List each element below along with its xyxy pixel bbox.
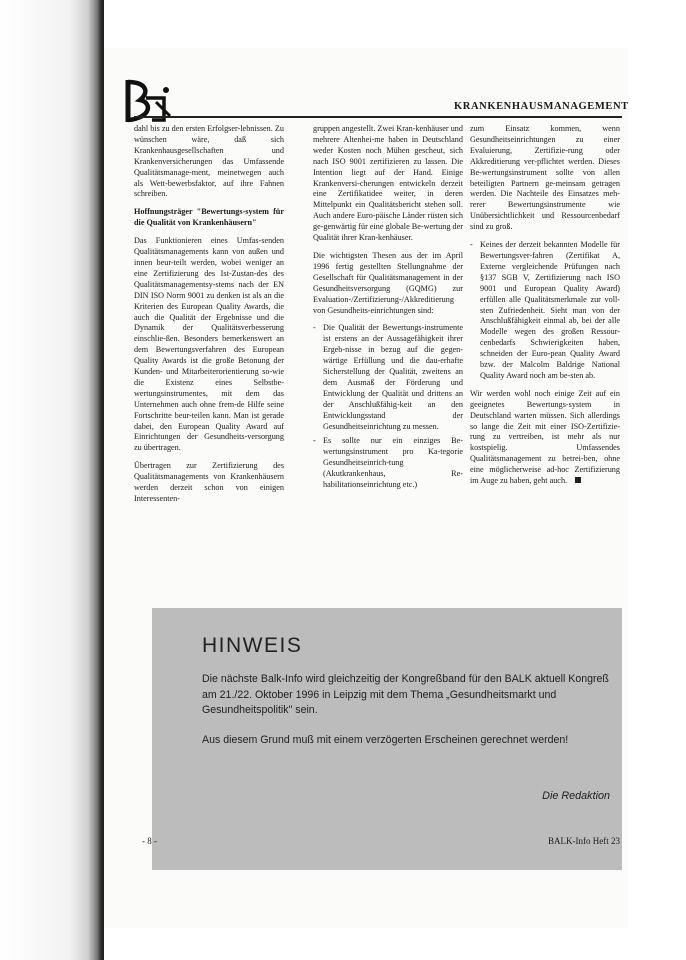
thesis-list [313, 323, 463, 491]
list-item: - Keines der derzeit bekannten Modelle für Bewertungsver-fahren (Zertifikat A, Externe vergleichende Prüfungen nach §137 SGB V, Zertifizierung nach ISO 9001 und European Quality Award) erfüllen alle Qualitätsmerkmale zur voll-sten Zufriedenheit. Sieht man von der Anschlußfähigkeit einmal ab, bei der alle Modelle wegen des großen Ressour-cenbedarfs Schwierigkeiten haben, schneiden der Euro-pean Quality Award bzw. der Malcolm Baldrige National Quality Award noch am be-sten ab. [470, 240, 620, 382]
paragraph: zum Einsatz kommen, wenn Gesundheitseinrichtungen zu einer Evaluierung, Zertifizie-rung oder Akkreditierung ver-pflichtet werden. Dieses Be-wertungsinstrument sollte von allen beteiligten Partnern ge-meinsam getragen werden. Die Nachteile des Einsatzes meh-rerer Bewertungsinstrumente wie Unübersichtlichkeit und Ressourcenbedarf sind zu groß. [470, 124, 620, 232]
paragraph: dahl bis zu den ersten Erfolgser-lebnissen. Zu wünschen wäre, daß sich Krankenhausgesellschaften und Krankenversicherungen das Umfassende Qualitätsmanage-ment, meinetwegen auch als Wett-bewerbsfaktor, auf ihre Fahnen schreiben. [134, 124, 284, 199]
section-title: KRANKENHAUSMANAGEMENT [454, 101, 629, 112]
end-of-article-mark [575, 477, 581, 483]
notice-signature: Die Redaktion [542, 790, 610, 802]
closing-text: Wir werden wohl noch einige Zeit auf ein geeignetes Bewertungs-system in Deutschland warten müssen. Sich allerdings so lange die Zeit mit einer ISO-Zertifizie-rung zu vertreiben, ist mehr als nur kostspielig. Umfassendes Qualitätsmanagement zu betrei-ben, ohne eine möglicherweise ad-hoc Zertifizierung im Auge zu haben, geht auch. [470, 388, 620, 486]
text-column-3 [470, 124, 620, 494]
notice-box [152, 608, 622, 870]
paragraph: gruppen angestellt. Zwei Kran-kenhäuser und mehrere Altenhei-me haben in Deutschland weder Kosten noch Mühen gescheut, sich nach ISO 9001 zertifizieren zu lassen. Die Intention liegt auf der Hand. Einige Krankenversi-cherungen entwickeln derzeit eine Zertifikatidee weiter, in deren Mittelpunkt ein Qualitätsbericht stehen soll. Auch andere Euro-päische Länder rüsten sich ge-genwärtig für eine globale Be-wertung der Qualität ihrer Kran-kenhäuser. [313, 124, 463, 243]
text-column-2 [313, 124, 463, 498]
page [104, 48, 628, 928]
list-item: - Die Qualität der Bewertungs-instrumente ist erstens an der Aussagefähigkeit ihrer Ergeb-nisse in bezug auf die gegen-wärtige Erfüllung und die dau-erhafte Sicherstellung der Qualität, zweitens an dem Ausmaß der Förderung und Entwicklung der Qualität und drittens an der Anschlußfähig-keit an den Entwicklungsstand der Gesundheitseinrichtung zu messen. [313, 323, 463, 432]
text-column-1 [134, 124, 284, 512]
paragraph [470, 389, 620, 487]
header-rule [134, 116, 622, 118]
scan-shadow [0, 0, 104, 960]
balk-logo-icon [122, 76, 174, 126]
notice-paragraph: Die nächste Balk-Info wird gleichzeitig der Kongreßband für den BALK aktuell Kongreß am 21./22. Oktober 1996 in Leipzig mit dem Thema „Gesundheitsmarkt und Gesundheitspolitik" sein. [202, 673, 609, 716]
paragraph: Die wichtigsten Thesen aus der im April 1996 fertig gestellten Stellungnahme der Gesellschaft für Qualitätsmanagement in der Gesundheitsversorgung (GQMG) zur Evaluation-/Zertifizierung-/Akkreditierung von Gesundheits-einrichtungen sind: [313, 250, 463, 315]
paragraph: Übertragen zur Zertifizierung des Qualitätsmanagements von Krankenhäusern werden derzeit schon von einigen Interessenten- [134, 461, 284, 503]
page-number: - 8 - [142, 836, 157, 846]
notice-paragraph: Aus diesem Grund muß mit einem verzögerten Erscheinen gerechnet werden! [202, 733, 569, 746]
paragraph: Das Funktionieren eines Umfas-senden Qualitätsmanagements kann von außen und innen beur-teilt werden, wobei weniger an eine Zertifizierung des Ist-Zustan-des des Qualitätsmanagementsy-stems nach der EN DIN ISO Norm 9001 zu denken ist als an die Kriterien des European Quality Awards, die auch die Qualität der Ergebnisse und die Dynamik der Qualitätsverbesserung einschlie-ßen. Besonders bemerkenswert an dem Bewertungsverfahren des European Quality Awards ist die große Betonung der Kunden- und Mitarbeiterorientierung so-wie die Existenz eines Selbstbe-wertungsinstrumentes, mit dem das Unternehmen auch ohne frem-de Hilfe seine Fortschritte beur-teilen kann. Man ist gerade dabei, den European Quality Award auf Einrichtungen der Gesundheits-versorgung zu übertragen. [134, 236, 284, 453]
thesis-list [470, 240, 620, 382]
subheading: Hoffnungsträger "Bewertungs-system für die Qualität von Krankenhäusern" [134, 207, 284, 228]
issue-label: BALK-Info Heft 23 [548, 836, 620, 846]
notice-title: HINWEIS [202, 634, 303, 657]
list-item: - Es sollte nur ein einziges Be-wertungsinstrument pro Ka-tegorie Gesundheitseinrich-tung (Akutkrankenhaus, Re-habilitationseinrichtung etc.) [313, 436, 463, 491]
notice-body [202, 672, 610, 762]
